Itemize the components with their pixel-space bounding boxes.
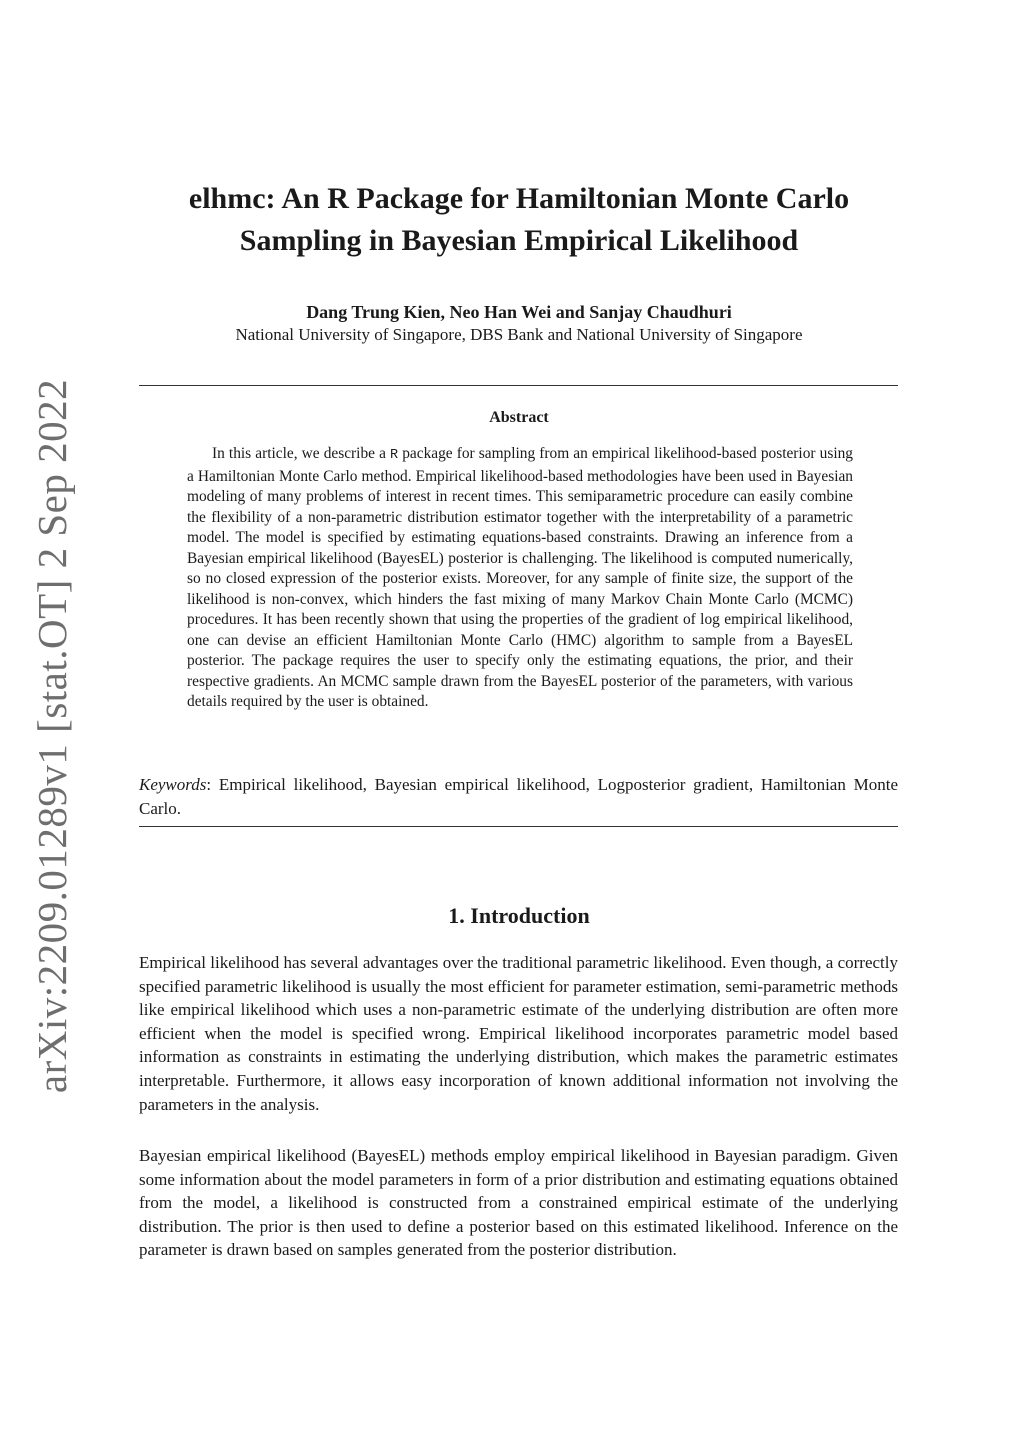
arxiv-identifier-stamp: arXiv:2209.01289v1 [stat.OT] 2 Sep 2022	[29, 378, 75, 1094]
abstract-text-rest: package for sampling from an empirical likelihood-based posterior using a Hamiltonian Monte Carlo method. Empirical likelihood-based methodologies have been used in Bayesian modeling of many problems of interest in recent times. This semiparametric procedure can easily combine the flexibility of a non-parametric distribution estimator together with the interpretability of a parametric model. The model is specified by estimating equations-based constraints. Drawing an inference from a Bayesian empirical likelihood (BayesEL) posterior is challenging. The likelihood is computed numerically, so no closed expression of the posterior exists. Moreover, for any sample of finite size, the support of the likelihood is non-convex, which hinders the fast mixing of many Markov Chain Monte Carlo (MCMC) procedures. It has been recently shown that using the properties of the gradient of log empirical likelihood, one can devise an efficient Hamiltonian Monte Carlo (HMC) algorithm to sample from a BayesEL posterior. The package requires the user to specify only the estimating equations, the prior, and their respective gradients. An MCMC sample drawn from the BayesEL posterior of the parameters, with various details required by the user is obtained.	[187, 445, 853, 710]
paper-title	[140, 178, 898, 262]
affiliations: National University of Singapore, DBS Bank and National University of Singapore	[235, 325, 803, 344]
paper-title-line-2: Sampling in Bayesian Empirical Likelihood	[239, 224, 799, 257]
keywords-bottom-rule	[139, 826, 898, 827]
keywords-text: : Empirical likelihood, Bayesian empirical likelihood, Logposterior gradient, Hamiltonian Monte Carlo.	[139, 775, 898, 818]
abstract-text-start: In this article, we describe a	[212, 445, 390, 462]
abstract-heading: Abstract	[489, 409, 549, 426]
introduction-paragraph-2: Bayesian empirical likelihood (BayesEL) methods employ empirical likelihood in Bayesian paradigm. Given some information about the model parameters in form of a prior distribution and estimating equations obtained from the model, a likelihood is constructed from a constrained empirical estimate of the underlying distribution. The prior is then used to define a posterior based on this estimated likelihood. Inference on the parameter is drawn based on samples generated from the posterior distribution.	[139, 1146, 898, 1260]
abstract-top-rule	[139, 385, 898, 386]
author-list: Dang Trung Kien, Neo Han Wei and Sanjay Chaudhuri	[306, 302, 732, 322]
keywords-label: Keywords	[139, 775, 207, 794]
paper-title-line-1: elhmc: An R Package for Hamiltonian Monte Carlo	[188, 182, 850, 215]
r-code-inline: R	[390, 448, 399, 463]
introduction-paragraph-1: Empirical likelihood has several advantages over the traditional parametric likelihood. Even though, a correctly specified parametric likelihood is usually the most efficient for parameter estimation, semi-parametric methods like empirical likelihood which uses a non-parametric estimate of the underlying distribution are often more efficient when the model is specified wrong. Empirical likelihood incorporates parametric model based information as constraints in estimating the underlying distribution, which makes the parametric estimates interpretable. Furthermore, it allows easy incorporation of known additional information not involving the parameters in the analysis.	[139, 953, 898, 1114]
keywords	[139, 773, 898, 821]
section-heading-introduction: 1. Introduction	[448, 903, 590, 928]
abstract-body	[187, 444, 853, 713]
